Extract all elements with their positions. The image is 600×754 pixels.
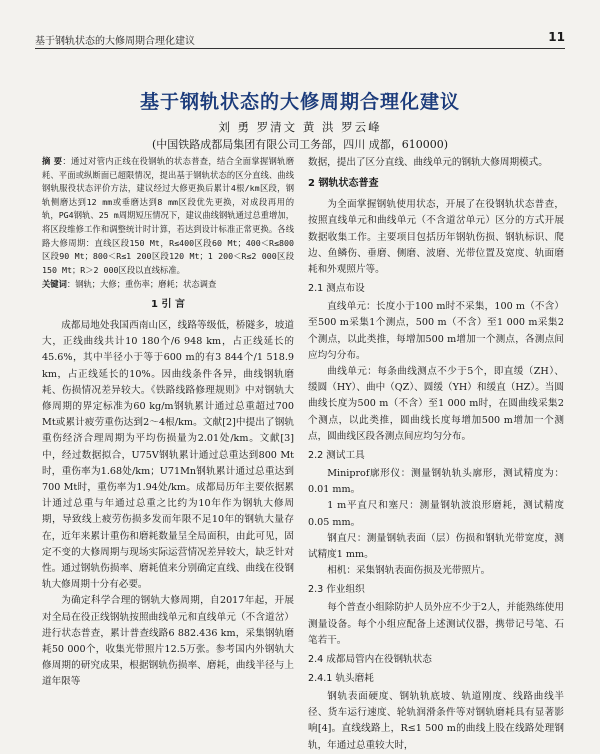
affiliation: (中国铁路成都局集团有限公司工务部，四川 成都，610000) [151, 138, 449, 151]
running-title: 基于钢轨状态的大修周期合理化建议 [35, 36, 195, 47]
subsection-2-3-heading: 2.3 作业组织 [308, 584, 365, 596]
paragraph: 为确定科学合理的钢轨大修周期，自2017年起，开展对全局在役正线钢轨按照曲线单元和直线单元（不含道岔）进行状态普查，累计普查线路6 882.436 km，采集钢轨磨耗50 000个，收集光带照片12.5万张。参考国内外钢轨大修周期的研究成果，根据钢轨伤损率、磨耗，曲线半径与上道年限等 [42, 595, 294, 688]
subsection-2-4-1-heading: 2.4.1 轨头磨耗 [308, 673, 374, 685]
section-2-heading: 2 钢轨状态普查 [308, 178, 379, 190]
abstract [42, 155, 294, 277]
paragraph-continued: 数据，提出了区分直线、曲线单元的钢轨大修周期模式。 [308, 157, 548, 168]
paragraph: 为全面掌握钢轨使用状态，开展了在役钢轨状态普查，按照直线单元和曲线单元（不含道岔单元）区分的方式开展数据收集工作。主要项目包括历年钢轨伤损、钢轨标识、爬边、鱼鳞伤、垂磨、侧磨、波磨、光带位置及宽度、轨面磨耗和外观照片等。 [308, 199, 564, 276]
paragraph: 每个普查小组除防护人员外应不少于2人，并能熟练使用测量设备。每个小组应配备上述测试仪器，携带记号笔、石笔若干。 [308, 602, 564, 646]
subsection-2-4-heading: 2.4 成都局管内在役钢轨状态 [308, 654, 432, 666]
page-number: 11 [548, 30, 565, 44]
paragraph: 成都局地处我国西南山区，线路等级低，桥隧多，坡道大，正线曲线共计10 180个/6 948 km，占正线延长的45.6%，其中半径小于等于600 m的有3 844个/1 518.9 km，占正线延长的10%。因曲线条件各异，曲线钢轨磨耗、伤损情况差异较大。《铁路线路修理规则》中对钢轨大修周期的界定标准为60 kg/m钢轨累计通过总重超过700 Mt或累计疲劳重伤达到2～4根/km。文献[2]中提出了钢轨重伤经济合理周期为平均伤损量为2.01处/km。文献[3]中，经过数据拟合，U75V钢轨累计通过总重达到800 Mt时，重伤率为1.68处/km；U71Mn钢轨累计通过总重达到700 Mt时，重伤率为1.94处/km。成都局历年主要依据累计通过总重与年通过总重之比约为10年作为钢轨大修周期，导致线上疲劳伤损多发而年限不足10年的钢轨大量存在，近年来累计重伤和磨耗数量呈全局面积，由此可见，固定不变的大修周期与现场实际运营情况差异较大，缺乏针对性。通过钢轨伤损率、磨耗值来分别确定直线、曲线在役钢轨大修周期十分有必要。 [42, 319, 294, 591]
left-column [42, 155, 294, 691]
keywords-text: ：钢轨；大修；重伤率；磨耗；状态调查 [66, 279, 217, 290]
subsection-2-1-heading: 2.1 测点布设 [308, 283, 365, 295]
page-title: 基于钢轨状态的大修周期合理化建议 [139, 91, 460, 113]
paragraph: 钢轨表面硬度、钢轨轨底坡、轨道刚度、线路曲线半径、货车运行速度、轮轨润滑条件等对钢轨磨耗具有显著影响[4]。直线线路上，R≤1 500 m的曲线上股在线路处理钢轨，年通过总重较大时， [308, 691, 564, 751]
keywords [42, 278, 294, 292]
section-1-heading: 1 引 言 [151, 298, 185, 310]
subsection-2-2-heading: 2.2 测试工具 [308, 450, 365, 462]
paragraph: 1 m平直尺和塞尺：测量钢轨波浪形磨耗，测试精度0.05 mm。 [308, 500, 564, 528]
abstract-text: ：通过对管内正线在役钢轨的状态普查，结合全面掌握钢轨磨耗、平面或纵断面已超限情况，提出基于钢轨状态的区分直线、曲线钢轨服役状态评价方法，建议经过大修更换后累计4根/km区段，钢轨侧磨达到12 mm或垂磨达到8 mm区段优先更换，对成段再用的轨，PG4钢轨、25 m周期短压情况下，建议曲线钢轨通过总重增加，将区段维修工作和调整统计时计算，若达到设计标准正常更换。各线路大修周期：直线区段150 Mt，R≤400区段60 Mt；400＜R≤800区段90 Mt；800＜R≤1 200区段120 Mt；1 200＜R≤2 000区段150 Mt；R＞2 000区段以直线标准。 [42, 156, 294, 275]
paragraph: Miniprof廓形仪：测量钢轨轨头廓形，测试精度为：0.01 mm。 [308, 468, 564, 496]
paragraph: 钢直尺：测量钢轨表面（层）伤损和钢轨光带宽度，测试精度1 mm。 [308, 532, 564, 561]
authors: 刘 勇 罗清文 黄 洪 罗云峰 [218, 120, 382, 134]
running-header [35, 30, 565, 49]
right-column [308, 155, 564, 754]
abstract-label: 摘 要 [42, 156, 63, 166]
keywords-label: 关键词 [42, 279, 67, 290]
paragraph: 曲线单元：每条曲线测点不少于5个，即直缓（ZH）、缓圆（HY）、曲中（QZ）、圆缓（YH）和缓直（HZ）。当圆曲线长度为500 m（不含）至1 000 m时，在圆曲线采集2个测点，以此类推，圆曲线长度每增加500 m增加一个测点，圆曲线区段各测点间应均匀分布。 [308, 366, 564, 442]
paragraph: 相机：采集钢轨表面伤损及光带照片。 [327, 565, 491, 577]
paragraph: 直线单元：长度小于100 m时不采集，100 m（不含）至500 m采集1个测点，500 m（不含）至1 000 m采集2个测点，以此类推，每增加500 m增加一个测点，各测点间应均匀分布。 [308, 301, 564, 361]
